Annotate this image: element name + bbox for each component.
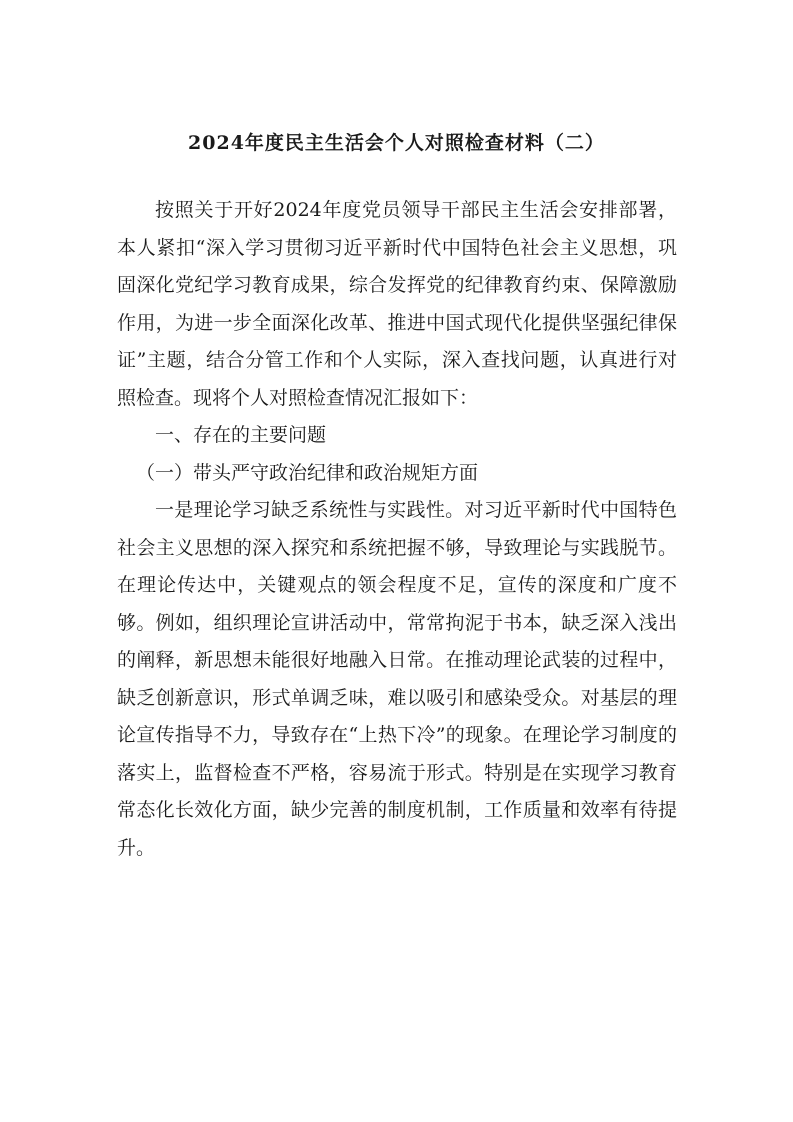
subsection-heading: （一）带头严守政治纪律和政治规矩方面 <box>136 461 479 484</box>
document-body <box>117 192 677 867</box>
body-paragraph: 一是理论学习缺乏系统性与实践性。对习近平新时代中国特色社会主义思想的深入探究和系统把握不够，导致理论与实践脱节。在理论传达中，关键观点的领会程度不足，宣传的深度和广度不够。例如，组织理论宣讲活动中，常常拘泥于书本，缺乏深入浅出的阐释，新思想未能很好地融入日常。在推动理论武装的过程中，缺乏创新意识，形式单调乏味，难以吸引和感染受众。对基层的理论宣传指导不力，导致存在“上热下冷”的现象。在理论学习制度的落实上，监督检查不严格，容易流于形式。特别是在实现学习教育常态化长效化方面，缺少完善的制度机制，工作质量和效率有待提升。 <box>117 499 677 859</box>
intro-paragraph: 按照关于开好2024年度党员领导干部民主生活会安排部署，本人紧扣“深入学习贯彻习近平新时代中国特色社会主义思想，巩固深化党纪学习教育成果，综合发挥党的纪律教育约束、保障激励作用，为进一步全面深化改革、推进中国式现代化提供坚强纪律保证”主题，结合分管工作和个人实际，深入查找问题，认真进行对照检查。现将个人对照检查情况汇报如下： <box>117 199 677 409</box>
section-heading: 一、存在的主要问题 <box>155 424 327 446</box>
document-title: 2024年度民主生活会个人对照检查材料（二） <box>188 132 605 154</box>
